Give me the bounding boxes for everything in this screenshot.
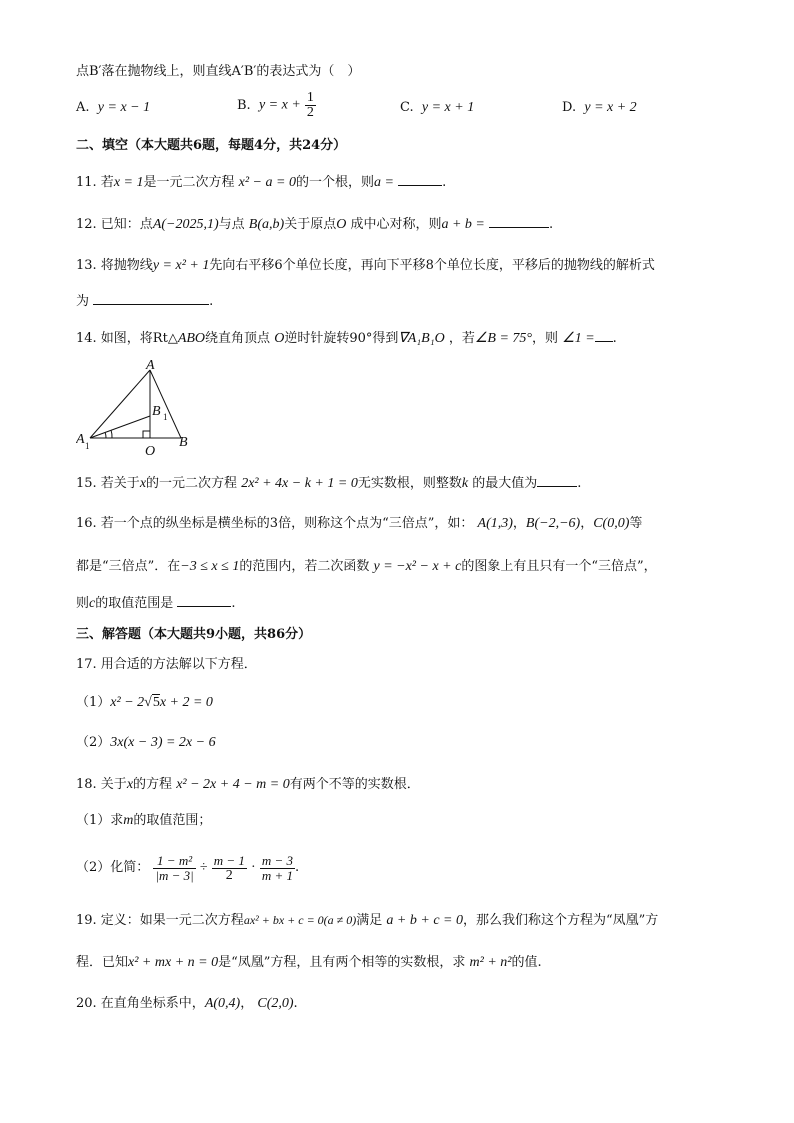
question-16-line-3: 则c的取值范围是 . bbox=[76, 596, 236, 611]
q10-option-b: B. y = x + $\frac{1}{2}$ bbox=[237, 90, 314, 120]
question-19-line-1: 19. 定义：如果一元二次方程ax² + bx + c = 0(a ≠ 0)满足 a + b + c = 0，那么我们称这个方程为“凤凰”方 bbox=[76, 913, 659, 928]
q10-option-d: D. y = x + 2 bbox=[562, 100, 637, 115]
fraction-one-half: $\frac{1}{2}$ bbox=[306, 90, 314, 120]
answer-blank bbox=[489, 227, 549, 228]
question-16-line-1: 16. 若一个点的纵坐标是横坐标的3倍，则称这个点为“三倍点”，如： A(1,3)，B(−2,−6)，C(0,0)等 bbox=[76, 516, 643, 531]
question-17-part-2: （2）3x(x − 3) = 2x − 6 bbox=[76, 735, 216, 750]
label-a1: A bbox=[76, 432, 85, 447]
q10-option-c: C. y = x + 1 bbox=[400, 100, 475, 115]
question-13-cont: 为 . bbox=[76, 294, 214, 309]
label-a: A bbox=[146, 360, 155, 373]
question-20: 20. 在直角坐标系中，A(0,4)， C(2,0). bbox=[76, 996, 298, 1011]
answer-blank bbox=[93, 304, 209, 305]
question-15: 15. 若关于x的一元二次方程 2x² + 4x − k + 1 = 0无实数根，则整数k 的最大值为 . bbox=[76, 476, 582, 491]
rotation-triangle-figure bbox=[76, 360, 206, 460]
label-b1: B bbox=[152, 404, 161, 419]
fraction-1: $\frac{\text{1 − m²}}{|m - 3|}$ bbox=[155, 852, 194, 883]
segment-a-a1 bbox=[90, 370, 150, 438]
section-3-title: 三、解答题（本大题共9小题，共86分） bbox=[76, 627, 312, 642]
question-17: 17. 用合适的方法解以下方程． bbox=[76, 657, 257, 672]
segment-a1-b1 bbox=[90, 416, 150, 438]
label-a1-subscript: 1 bbox=[85, 441, 90, 451]
q10-stem: 点B′落在抛物线上，则直线A′B′的表达式为（ ） bbox=[76, 64, 361, 79]
fraction-2: $\frac{m - 1}{2}$ bbox=[213, 852, 245, 883]
question-12: 12. 已知：点A(−2025,1)与点 B(a,b)关于原点O 成中心对称，则a + b = . bbox=[76, 217, 554, 232]
angle-1-arc bbox=[105, 432, 106, 438]
question-18-part-1: （1）求m的取值范围； bbox=[76, 813, 212, 828]
question-19-line-2: 程．已知x² + mx + n = 0是“凤凰”方程，且有两个相等的实数根，求 m² + n²的值. bbox=[76, 955, 542, 970]
angle-1-arc-outer bbox=[111, 430, 112, 438]
answer-blank bbox=[398, 185, 442, 186]
question-18: 18. 关于x的方程 x² − 2x + 4 − m = 0有两个不等的实数根． bbox=[76, 777, 420, 792]
question-13: 13. 将抛物线y = x² + 1先向右平移6个单位长度，再向下平移8个单位长度，平移后的抛物线的解析式 bbox=[76, 258, 655, 273]
answer-blank bbox=[595, 341, 613, 342]
right-angle-mark bbox=[143, 431, 150, 438]
question-17-part-1: （1）x² − 2√5x + 2 = 0 bbox=[76, 695, 213, 710]
section-2-title: 二、填空（本大题共6题，每题4分，共24分） bbox=[76, 138, 347, 153]
fraction-3: $\frac{m - 3}{m + 1}$ bbox=[261, 852, 293, 883]
answer-blank bbox=[177, 606, 231, 607]
answer-blank bbox=[537, 486, 577, 487]
question-18-part-2: （2）化简： $\frac{\text{1 − m²}}{|m - 3|}$ ÷ $\frac{m - 1}{2}$ · $\frac{m - 3}{m + 1}$ . bbox=[76, 852, 300, 883]
label-b: B bbox=[179, 435, 188, 450]
q10-option-a: A. y = x − 1 bbox=[76, 100, 151, 115]
question-16-line-2: 都是“三倍点”．在−3 ≤ x ≤ 1的范围内，若二次函数 y = −x² − x + c的图象上有且只有一个“三倍点”， bbox=[76, 559, 657, 574]
question-11: 11. 若x = 1是一元二次方程 x² − a = 0的一个根，则a = . bbox=[76, 175, 447, 190]
label-o: O bbox=[145, 444, 156, 459]
question-14: 14. 如图，将Rt△ABO绕直角顶点 O逆时针旋转90°得到∇A₁B₁O ，若∠B = 75°，则 ∠1 = . bbox=[76, 331, 617, 346]
label-b1-subscript: 1 bbox=[163, 412, 168, 422]
